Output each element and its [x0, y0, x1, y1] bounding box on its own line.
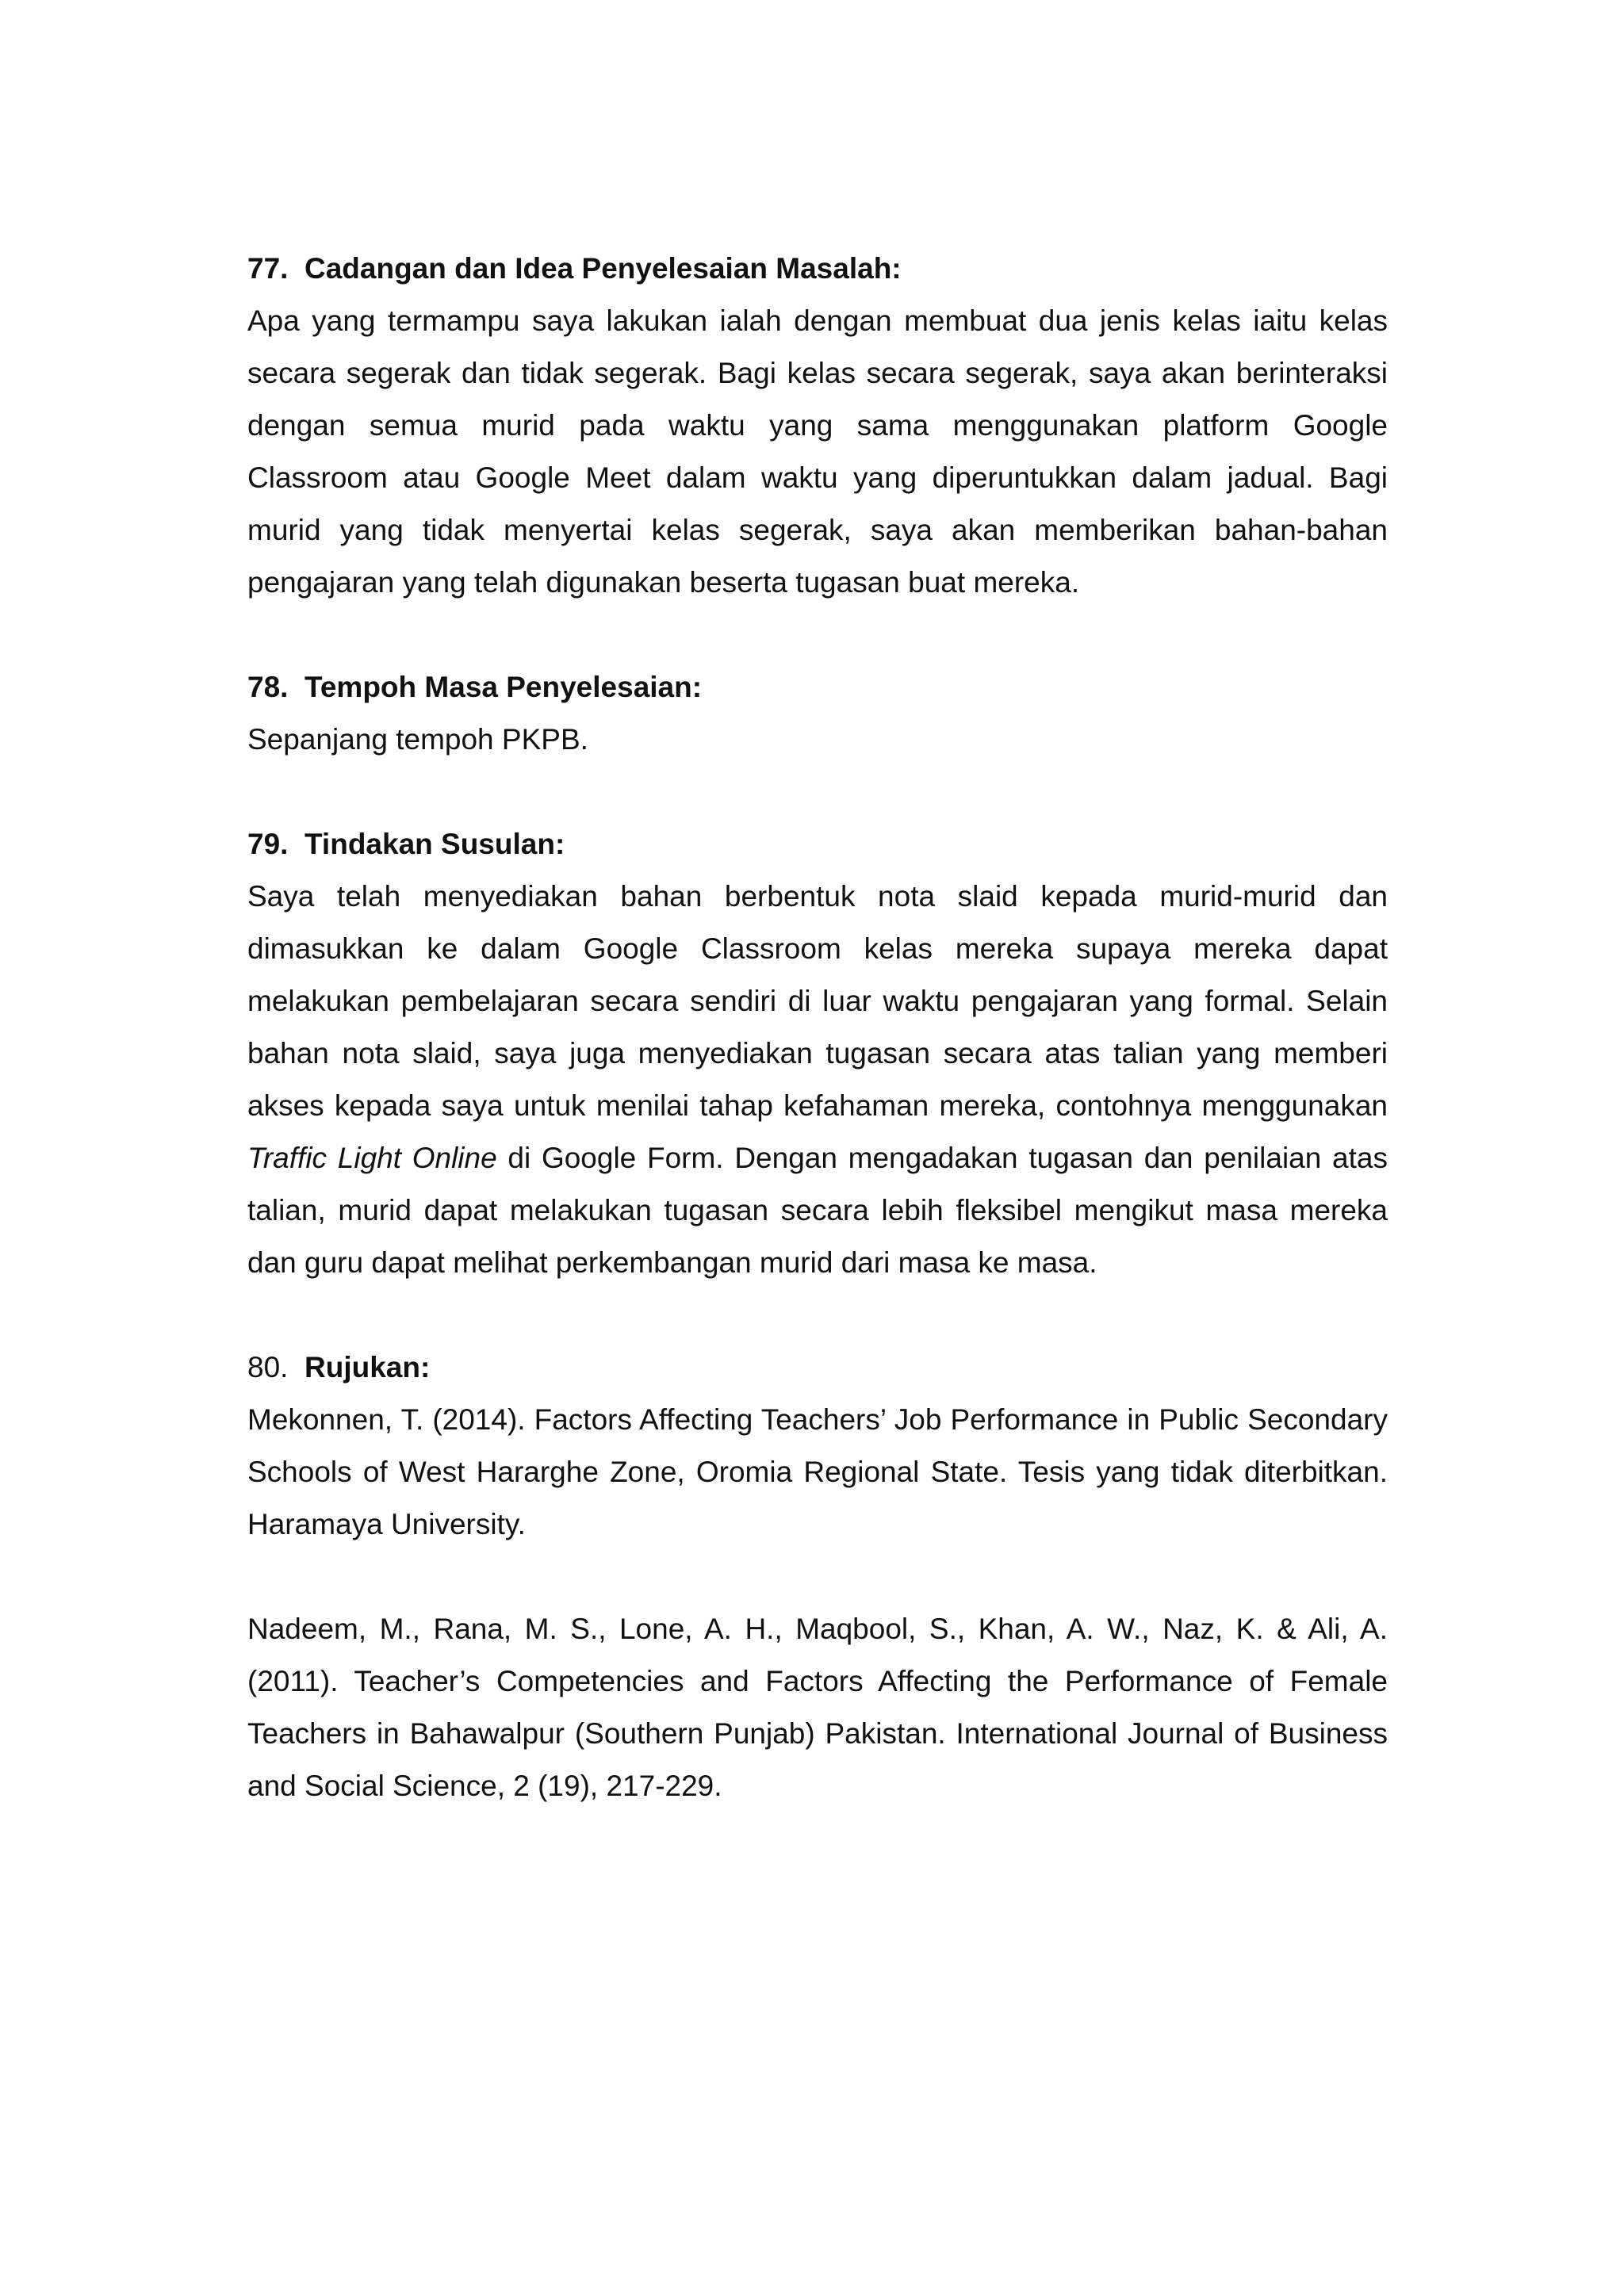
section-79	[247, 818, 1388, 1289]
section-number: 78.	[247, 671, 289, 703]
section-body	[247, 871, 1388, 1289]
section-77	[247, 243, 1388, 609]
spacer	[247, 1289, 1388, 1341]
spacer	[247, 609, 1388, 661]
section-title: Tempoh Masa Penyelesaian:	[304, 671, 703, 703]
spacer	[247, 1551, 1388, 1603]
spacer	[247, 766, 1388, 818]
body-text: di Google Form. Dengan mengadakan tugasan dan penilaian atas talian, murid dapat melakukan tugasan secara lebih fleksibel mengikut masa mereka dan guru dapat melihat perkembangan murid dari masa ke masa.	[247, 1142, 1388, 1279]
section-body: Sepanjang tempoh PKPB.	[247, 723, 588, 756]
section-number: 80.	[247, 1351, 289, 1383]
section-title: Cadangan dan Idea Penyelesaian Masalah:	[304, 252, 902, 285]
section-heading	[247, 243, 1388, 295]
reference-item: Mekonnen, T. (2014). Factors Affecting Teachers’ Job Performance in Public Secondary Schools of West Hararghe Zone, Oromia Regional State. Tesis yang tidak diterbitkan. Haramaya University.	[247, 1403, 1388, 1540]
section-heading	[247, 1341, 1388, 1394]
section-80	[247, 1341, 1388, 1812]
italic-term: Traffic Light Online	[247, 1142, 497, 1174]
section-body: Apa yang termampu saya lakukan ialah dengan membuat dua jenis kelas iaitu kelas secara segerak dan tidak segerak. Bagi kelas secara segerak, saya akan berinteraksi dengan semua murid pada waktu yang sama menggunakan platform Google Classroom atau Google Meet dalam waktu yang diperuntukkan dalam jadual. Bagi murid yang tidak menyertai kelas segerak, saya akan memberikan bahan-bahan pengajaran yang telah digunakan beserta tugasan buat mereka.	[247, 304, 1388, 599]
section-heading	[247, 818, 1388, 871]
section-title: Tindakan Susulan:	[304, 828, 565, 860]
body-text: Saya telah menyediakan bahan berbentuk nota slaid kepada murid-murid dan dimasukkan ke dalam Google Classroom kelas mereka supaya mereka dapat melakukan pembelajaran secara sendiri di luar waktu pengajaran yang formal. Selain bahan nota slaid, saya juga menyediakan tugasan secara atas talian yang memberi akses kepada saya untuk menilai tahap kefahaman mereka, contohnya menggunakan	[247, 880, 1388, 1122]
reference-item: Nadeem, M., Rana, M. S., Lone, A. H., Maqbool, S., Khan, A. W., Naz, K. & Ali, A. (2011). Teacher’s Competencies and Factors Affecting the Performance of Female Teachers in Bahawalpur (Southern Punjab) Pakistan. International Journal of Business and Social Science, 2 (19), 217-229.	[247, 1613, 1388, 1802]
section-number: 79.	[247, 828, 289, 860]
section-number: 77.	[247, 252, 289, 285]
section-78	[247, 661, 1388, 766]
document-page	[247, 243, 1388, 1812]
section-heading	[247, 661, 1388, 714]
section-title: Rujukan:	[304, 1351, 431, 1383]
